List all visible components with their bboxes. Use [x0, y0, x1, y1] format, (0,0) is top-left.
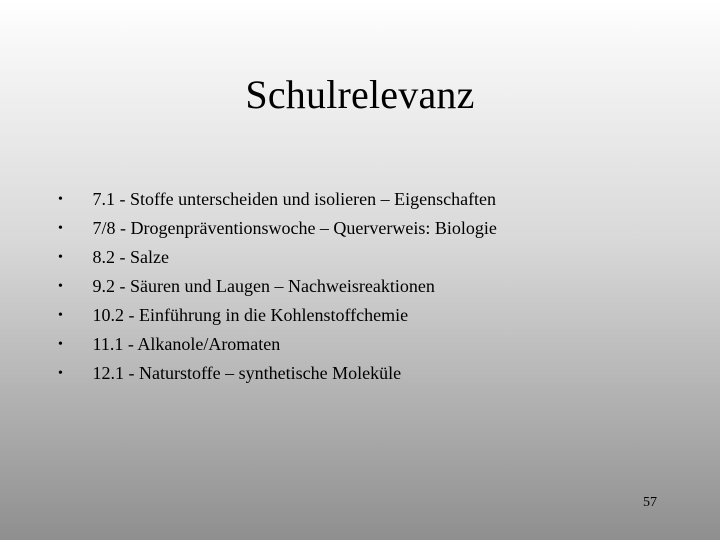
bullet-item — [58, 301, 497, 330]
bullet-item — [58, 330, 497, 359]
bullet-item — [58, 359, 497, 388]
bullet-item — [58, 214, 497, 243]
bullet-icon: • — [58, 250, 63, 265]
page-number: 57 — [643, 495, 657, 510]
bullet-text: 10.2 - Einführung in die Kohlenstoffchemie — [92, 305, 409, 325]
bullet-text: 12.1 - Naturstoffe – synthetische Moleküle — [92, 363, 402, 383]
bullet-text: 9.2 - Säuren und Laugen – Nachweisreaktionen — [92, 276, 435, 296]
bullet-item — [58, 243, 497, 272]
bullet-icon: • — [58, 221, 63, 236]
bullet-text: 8.2 - Salze — [92, 247, 169, 267]
bullet-icon: • — [58, 337, 63, 352]
bullet-text: 7.1 - Stoffe unterscheiden und isolieren – Eigenschaften — [92, 189, 497, 209]
bullet-text: 11.1 - Alkanole/Aromaten — [92, 334, 281, 354]
slide-title: Schulrelevanz — [245, 72, 475, 117]
bullet-icon: • — [58, 366, 63, 381]
bullet-icon: • — [58, 192, 63, 207]
bullet-list — [58, 185, 497, 388]
bullet-icon: • — [58, 308, 63, 323]
bullet-text: 7/8 - Drogenpräventionswoche – Querverweis: Biologie — [92, 218, 497, 238]
bullet-item — [58, 185, 497, 214]
bullet-icon: • — [58, 279, 63, 294]
bullet-item — [58, 272, 497, 301]
